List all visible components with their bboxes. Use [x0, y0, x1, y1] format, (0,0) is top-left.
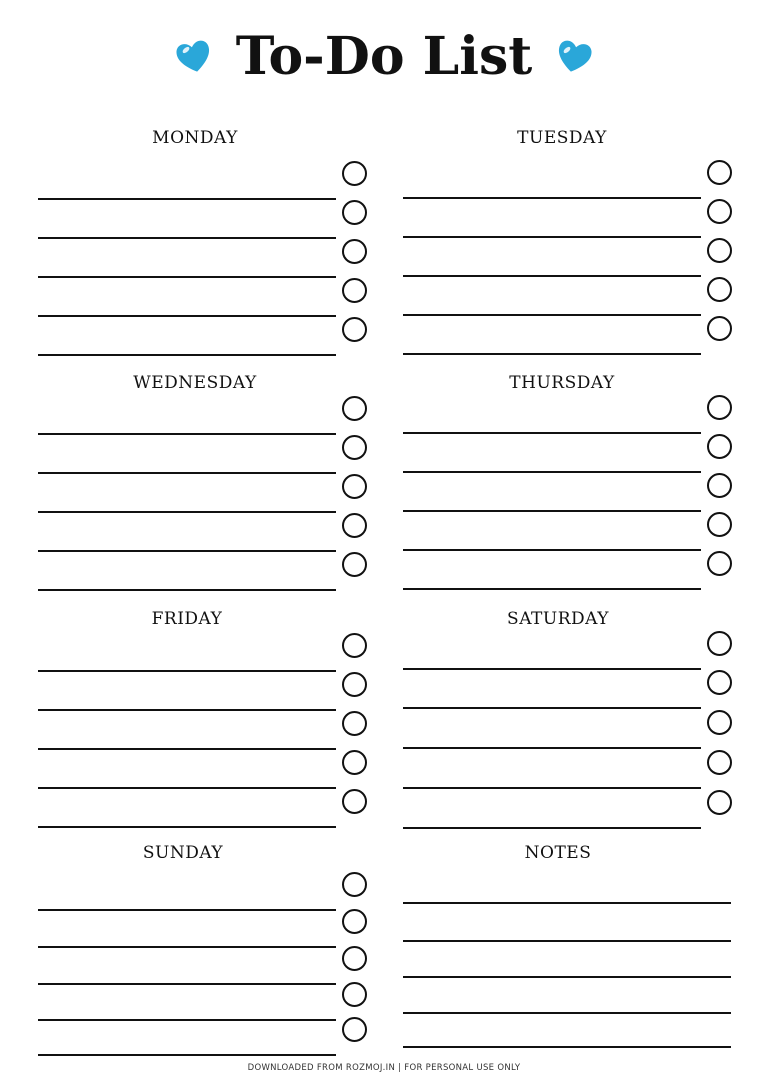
- page-title: To-Do List: [235, 26, 533, 87]
- task-row: [38, 982, 368, 1021]
- note-line[interactable]: [403, 1046, 731, 1048]
- task-checkbox[interactable]: [707, 395, 732, 420]
- task-row: [38, 552, 368, 591]
- task-row: [403, 750, 733, 789]
- task-checkbox[interactable]: [707, 238, 732, 263]
- day-title: SATURDAY: [507, 609, 609, 629]
- footer-text: DOWNLOADED FROM ROZMOJ.IN | FOR PERSONAL USE ONLY: [247, 1063, 521, 1073]
- task-checkbox[interactable]: [707, 199, 732, 224]
- task-line[interactable]: [403, 588, 701, 590]
- task-checkbox[interactable]: [707, 551, 732, 576]
- task-checkbox[interactable]: [707, 710, 732, 735]
- task-checkbox[interactable]: [342, 672, 367, 697]
- task-row: [403, 670, 733, 709]
- task-row: [38, 200, 368, 239]
- note-line-row: [403, 903, 733, 942]
- task-row: [403, 199, 733, 238]
- task-row: [403, 316, 733, 355]
- task-row: [38, 161, 368, 200]
- task-row: [38, 872, 368, 911]
- task-checkbox[interactable]: [707, 790, 732, 815]
- task-checkbox[interactable]: [342, 513, 367, 538]
- note-line-row: [403, 865, 733, 904]
- task-row: [403, 551, 733, 590]
- day-title: TUESDAY: [517, 128, 607, 148]
- task-checkbox[interactable]: [342, 161, 367, 186]
- task-row: [38, 946, 368, 985]
- task-checkbox[interactable]: [707, 160, 732, 185]
- task-checkbox[interactable]: [342, 711, 367, 736]
- task-checkbox[interactable]: [707, 750, 732, 775]
- note-line-row: [403, 939, 733, 978]
- task-row: [38, 435, 368, 474]
- task-row: [403, 512, 733, 551]
- page-header: [0, 22, 768, 92]
- heart-icon: [174, 37, 214, 77]
- task-checkbox[interactable]: [707, 631, 732, 656]
- task-line[interactable]: [38, 826, 336, 828]
- task-row: [403, 790, 733, 829]
- task-line[interactable]: [403, 707, 701, 709]
- task-line[interactable]: [38, 354, 336, 356]
- task-row: [403, 238, 733, 277]
- task-row: [38, 909, 368, 948]
- task-row: [403, 473, 733, 512]
- task-row: [38, 317, 368, 356]
- task-row: [38, 633, 368, 672]
- task-line[interactable]: [38, 1054, 336, 1056]
- task-checkbox[interactable]: [707, 277, 732, 302]
- day-title: THURSDAY: [509, 373, 615, 393]
- task-line[interactable]: [403, 353, 701, 355]
- task-row: [403, 277, 733, 316]
- task-checkbox[interactable]: [342, 474, 367, 499]
- task-checkbox[interactable]: [342, 750, 367, 775]
- task-checkbox[interactable]: [707, 670, 732, 695]
- task-checkbox[interactable]: [707, 434, 732, 459]
- task-checkbox[interactable]: [342, 552, 367, 577]
- heart-icon: [554, 37, 594, 77]
- task-row: [403, 710, 733, 749]
- task-checkbox[interactable]: [342, 909, 367, 934]
- task-line[interactable]: [38, 589, 336, 591]
- task-row: [38, 672, 368, 711]
- task-checkbox[interactable]: [342, 789, 367, 814]
- task-checkbox[interactable]: [342, 317, 367, 342]
- task-row: [38, 750, 368, 789]
- task-checkbox[interactable]: [707, 316, 732, 341]
- task-line[interactable]: [403, 747, 701, 749]
- task-checkbox[interactable]: [342, 435, 367, 460]
- task-checkbox[interactable]: [342, 239, 367, 264]
- task-checkbox[interactable]: [342, 1017, 367, 1042]
- task-checkbox[interactable]: [342, 982, 367, 1007]
- task-row: [38, 711, 368, 750]
- task-row: [403, 160, 733, 199]
- task-line[interactable]: [403, 827, 701, 829]
- task-checkbox[interactable]: [342, 200, 367, 225]
- task-checkbox[interactable]: [342, 633, 367, 658]
- task-row: [38, 396, 368, 435]
- task-checkbox[interactable]: [707, 512, 732, 537]
- task-checkbox[interactable]: [342, 396, 367, 421]
- task-row: [403, 434, 733, 473]
- day-title: WEDNESDAY: [133, 373, 257, 393]
- task-row: [403, 631, 733, 670]
- task-line[interactable]: [403, 787, 701, 789]
- task-checkbox[interactable]: [342, 278, 367, 303]
- task-checkbox[interactable]: [342, 946, 367, 971]
- notes-title: NOTES: [524, 843, 592, 863]
- task-row: [38, 1017, 368, 1056]
- task-checkbox[interactable]: [707, 473, 732, 498]
- task-checkbox[interactable]: [342, 872, 367, 897]
- task-row: [38, 474, 368, 513]
- task-row: [38, 513, 368, 552]
- day-title: FRIDAY: [151, 609, 223, 629]
- day-title: MONDAY: [152, 128, 238, 148]
- task-row: [38, 789, 368, 828]
- task-row: [38, 278, 368, 317]
- day-title: SUNDAY: [142, 843, 224, 863]
- note-line-row: [403, 1009, 733, 1048]
- task-row: [38, 239, 368, 278]
- task-row: [403, 395, 733, 434]
